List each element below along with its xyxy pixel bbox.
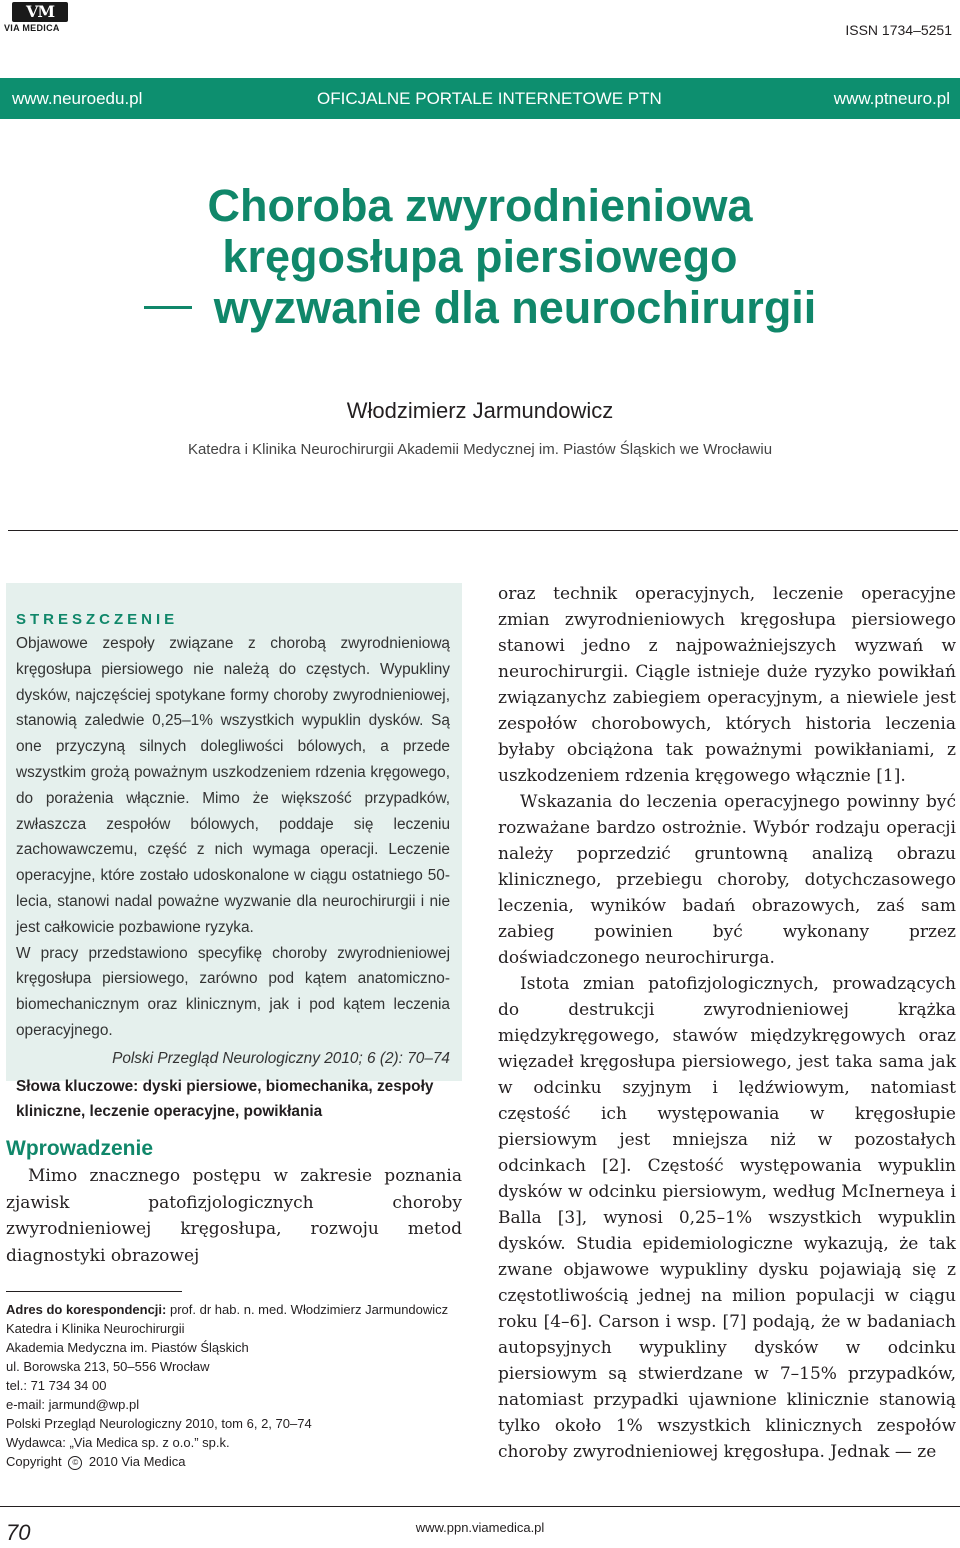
footer-url[interactable]: www.ppn.viamedica.pl <box>415 1520 545 1535</box>
author-affiliation: Katedra i Klinika Neurochirurgii Akademii Medycznej im. Piastów Śląskich we Wrocławiu <box>187 441 773 458</box>
abstract-paragraph-2: W pracy przedstawiono specyfikę choroby zwyrodnieniowej kręgosłupa piersiowego, zarówno pod kątem anatomiczno-biomechanicznym oraz klinicznym, jak i pod kątem leczenia operacyjnego. <box>16 944 450 1039</box>
right-paragraph-3: Istota zmian patofizjologicznych, prowadzących do destrukcji zwyrodnieniowej krążka międzykręgowego, stawów międzykręgowych oraz więzadeł kręgosłupa piersiowego, jest taka sama jak w odcinku szyjnym i lędźwiowym, natomiast częstość ich występowania w kręgosłupie piersiowym jest mniejsza niż w pozostałych odcinkach [2]. Częstość występowania wypuklin dysków w odcinku piersiowym, według McInerneya i Balla [3], wynosi 0,25–1% wszystkich wypuklin dysków. Studia epidemiologiczne wykazują, że tak zwane objawowe wypukliny dysku pojawiają się z częstotliwością jednej na milion populacji w ciągu roku [4–6]. Carson i wsp. [7] podają, że w badaniach autopsyjnych wypukliny dysków w odcinku piersiowym są stwierdzane w 7–15% przypadków, natomiast przypadki ujawnione klinicznie stanowią tylko około 1% wszystkich klinicznych zespołów choroby zwyrodnieniowej kręgosłupa. Jednak — ze <box>498 974 956 1462</box>
logo-text: VIA MEDICA <box>4 23 60 33</box>
copyright-icon: © <box>68 1456 82 1470</box>
intro-body: Mimo znacznego postępu w zakresie poznania zjawisk patofizjologicznych choroby zwyrodnieniowej kręgosłupa, rozwoju metod diagnostyki obrazowej <box>6 1166 462 1266</box>
abstract-heading: STRESZCZENIE <box>16 611 179 628</box>
copyright-line <box>6 1452 476 1471</box>
correspondence-first-line <box>6 1300 476 1319</box>
title-dash <box>144 306 192 309</box>
abstract-paragraph-1: Objawowe zespoły związane z chorobą zwyrodnieniową kręgosłupa piersiowego nie należą do częstych. Wypukliny dysków, najczęściej spotykane formy choroby zwyrodnieniowej, stanowią zaledwie 0,25–1% wszystkich wypuklin dysków. Są one przyczyną silnych dolegliwości bólowych, a przede wszystkim grożą poważnym uszkodzeniem rdzenia kręgowego, do porażenia włącznie. Mimo że większość przypadków, zwłaszcza zespołów bólowych, poddaje się leczeniu zachowawczemu, część z nich wymaga operacji. Leczenie operacyjne, które zostało udoskonalone w ciągu ostatniego 50-lecia, stanowi nadal poważne wyzwanie dla neurochirurgii i nie jest całkowicie pozbawione ryzyka. <box>16 635 450 936</box>
correspondence-line-6: Polski Przegląd Neurologiczny 2010, tom 6, 2, 70–74 <box>6 1416 312 1431</box>
correspondence-line-2: Akademia Medyczna im. Piastów Śląskich <box>6 1340 249 1355</box>
correspondence-block <box>6 1300 476 1471</box>
top-divider <box>8 530 958 531</box>
right-paragraph-1: oraz technik operacyjnych, leczenie operacyjne zmian zwyrodnieniowych kręgosłupa piersiowego stanowi jedno z najpoważniejszych wyzwań w neurochirurgii. Ciągle istnieje duże ryzyko powikłań związanychz zabiegiem operacyjnym, a niewiele jest zespołów chorobowych, których historia leczenia byłaby obciążona tak poważnymi powikłaniami, z uszkodzeniem rdzenia kręgowego włącznie [1]. <box>498 584 956 786</box>
ptneuro-link[interactable]: www.ptneuro.pl <box>833 89 950 108</box>
title-line-3-wrap <box>0 282 960 333</box>
correspondence-line-3: ul. Borowska 213, 50–556 Wrocław <box>6 1359 210 1374</box>
keywords <box>16 1074 450 1124</box>
neuroedu-link[interactable]: www.neuroedu.pl <box>12 89 143 108</box>
keywords-list: dyski piersiowe, biomechanika, zespoły kliniczne, leczenie operacyjne, powikłania <box>16 1077 434 1120</box>
bottom-divider <box>0 1506 960 1507</box>
keywords-label: Słowa kluczowe: <box>16 1077 139 1095</box>
via-medica-logo <box>4 2 78 36</box>
correspondence-line-7: Wydawca: „Via Medica sp. z o.o.” sp.k. <box>6 1435 230 1450</box>
correspondence-rule <box>6 1291 182 1292</box>
correspondence-line-1: Katedra i Klinika Neurochirurgii <box>6 1321 185 1336</box>
issn-number: ISSN 1734–5251 <box>845 22 952 38</box>
title-line-3: wyzwanie dla neurochirurgii <box>213 282 817 333</box>
copyright-pre: Copyright <box>6 1454 62 1469</box>
intro-heading: Wprowadzenie <box>6 1137 154 1160</box>
logo-mark: VM <box>12 2 68 22</box>
page-number: 70 <box>6 1520 31 1545</box>
copyright-post: 2010 Via Medica <box>88 1454 186 1469</box>
abstract-body <box>16 631 450 1124</box>
correspondence-email[interactable]: e-mail: jarmund@wp.pl <box>6 1397 140 1412</box>
right-paragraph-2: Wskazania do leczenia operacyjnego powinny być rozważane bardzo ostrożnie. Wybór rodzaju operacji należy poprzedzić gruntowną analizą obrazu klinicznego, przebiegu choroby, dotychczasowego leczenia, wyników badań obrazowych, zaś sam zabieg powinien być wykonany przez doświadczonego neurochirurga. <box>498 792 956 968</box>
title-line-2: kręgosłupa piersiowego <box>222 231 738 282</box>
abstract-citation: Polski Przegląd Neurologiczny 2010; 6 (2): 70–74 <box>112 1049 450 1067</box>
correspondence-label: Adres do korespondencji: <box>6 1302 167 1317</box>
author-name: Włodzimierz Jarmundowicz <box>346 398 614 423</box>
right-column-text <box>498 581 956 1465</box>
correspondence-phone: tel.: 71 734 34 00 <box>6 1378 107 1393</box>
banner-caption: OFICJALNE PORTALE INTERNETOWE PTN <box>317 89 662 108</box>
article-title <box>0 180 960 333</box>
portal-banner <box>0 78 960 119</box>
correspondence-line-0: prof. dr hab. n. med. Włodzimierz Jarmundowicz <box>170 1302 449 1317</box>
title-line-1: Choroba zwyrodnieniowa <box>207 180 753 231</box>
